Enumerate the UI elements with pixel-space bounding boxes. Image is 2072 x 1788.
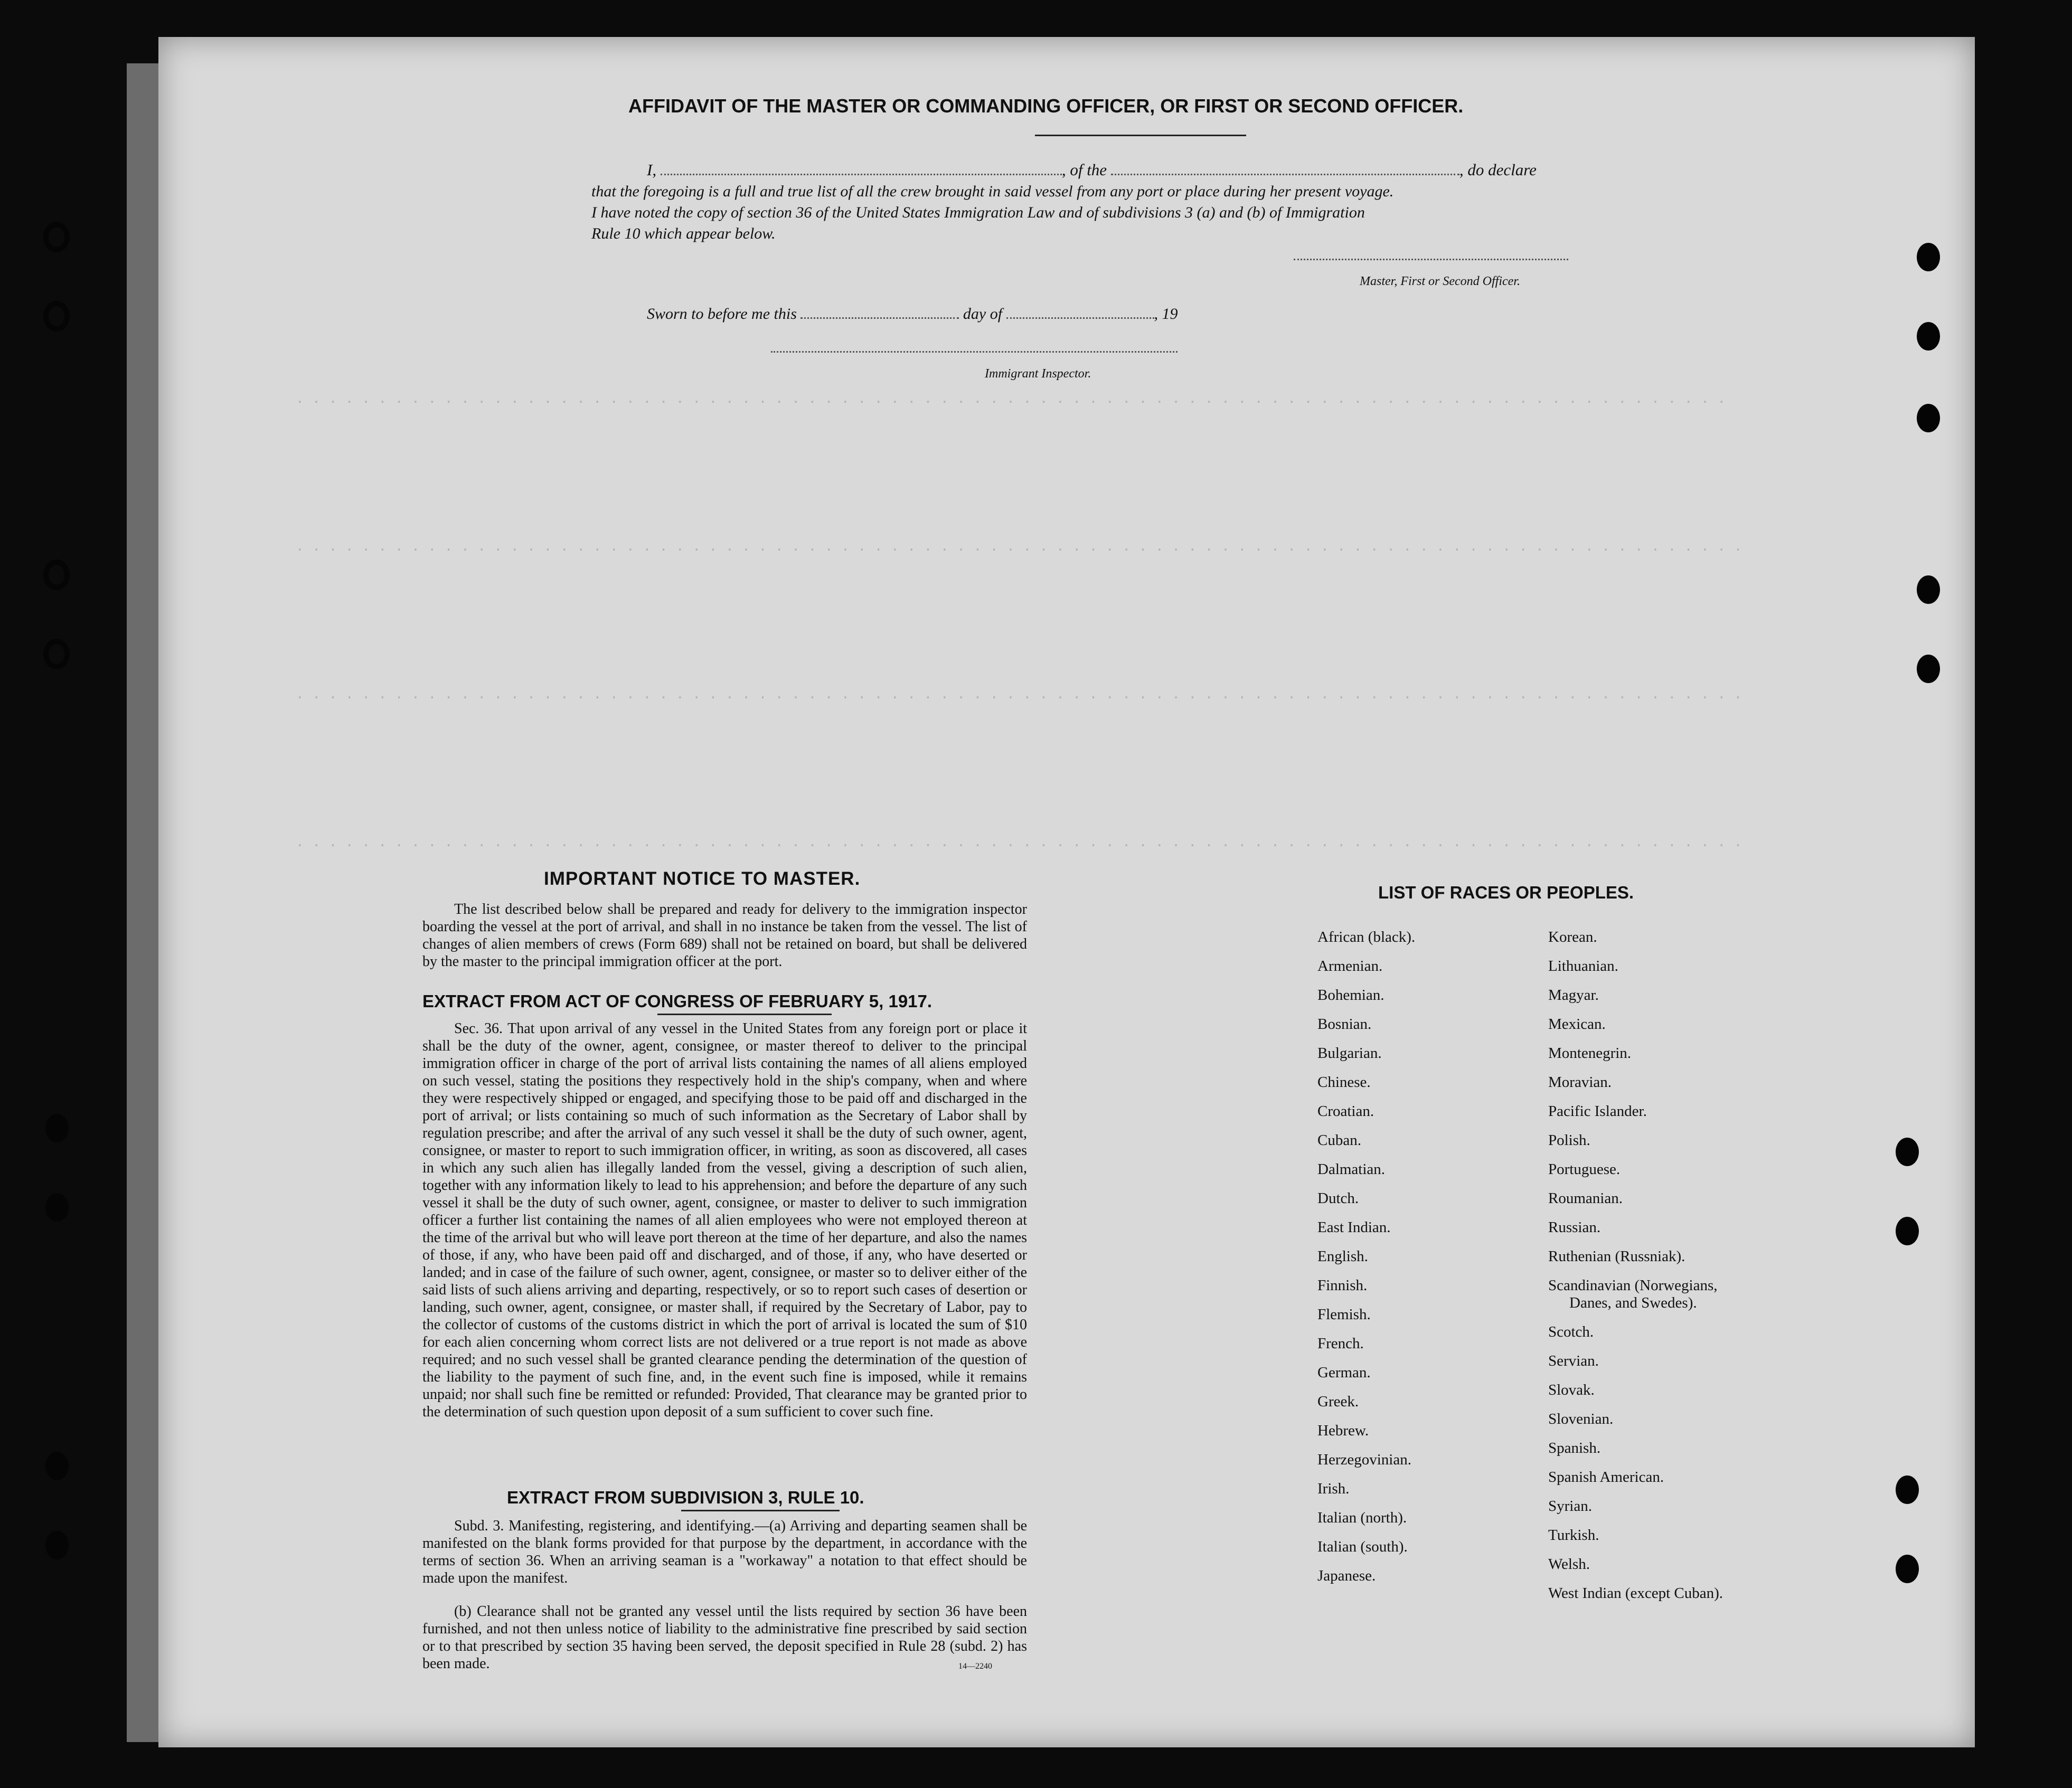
race-entry: Danes, and Swedes). [1569, 1294, 1697, 1311]
race-entry: English. [1317, 1248, 1368, 1265]
race-entry: Mexican. [1548, 1016, 1606, 1033]
inspector-label: Immigrant Inspector. [985, 367, 1091, 381]
race-entry: Japanese. [1317, 1567, 1376, 1584]
race-entry: Syrian. [1548, 1498, 1592, 1515]
scan-frame: . . . . . . . . . . . . . . . . . . . . . . . . . . . . . . . . . . . . . . . . . . . . . . . . . . . . . . . . . . . . . . . . . . . . . . . . . . . . . . . . . . . . . . . . . . . . . . . . . . . . . . . . . . . . . . . . . . . . . . . . . . . . . . . . . . . . . . . . . . . . . . . . . . . . . . . . . . . . . . . . . . . . . . . . . . . . . . . . . . . . . . . . . . . . . . . . . . . . . . . . . . . . . . . . . . . . . . . . . . . . . . . . . . . . . . . . . . . . . . . . . . . . . . . . . . . . . . . . . . . . . . . . . . . . . . . . . . . . . . . . . . . . . . . . . . . . . . . . . . . . . . . . . . . . . . . . . . . . . . . . . . . . . . . . . . . . . . . . . . . . . . . . . . . . . . . AFFIDAVIT OF THE MASTER OR COMMANDING OFFICER, OR FIRST OR SECOND OFFICER. I, , of the , do declare that the foregoing is a full and true list of all the crew brought in said vessel from any port or place during her present voyage. I have noted the copy of section 36 of the United States Immigration Law and of subdivisions 3 (a) and (b) of Immigration Rule 10 which appear below. Master, First or Second Officer. Sworn to before me this day of , 19 Immigrant Inspector. IMPORTANT NOTICE TO MASTER. The list described below shall be prepared and ready for delivery to the immigration inspector boarding the vessel at the port of arrival, and shall in no instance be taken from the vessel. The list of changes of alien members of crews (Form 689) shall not be retained on board, but shall be delivered by the master to the principal immigration officer at the port. EXTRACT FROM ACT OF CONGRESS OF FEBRUARY 5, 1917. Sec. 36. That upon arrival of any vessel in the United States from any foreign port or place it shall be the duty of the owner, agent, consignee, or master thereof to deliver to the principal immigration officer in charge of the port of arrival lists containing the names of all aliens employed on such vessel, stating the positions they respectively hold in the ship's company, when and where they were respectively shipped or engaged, and specifying those to be paid off and discharged in the port of arrival; or lists containing so much of such information as the Secretary of Labor shall by regulation prescribe; and after the arrival of any such vessel it shall be the duty of such owner, agent, consignee, or master to report to such immigration officer, in writing, as soon as discovered, all cases in which any such alien has illegally landed from the vessel, giving a description of such alien, together with any information likely to lead to his apprehension; and before the departure of any such vessel it shall be the duty of such owner, agent, consignee, or master to deliver to such immigration officer a further list containing the names of all alien employees who were not employed thereon at the time of the arrival but who will leave port thereon at the time of her departure, and also the names of those, if any, who have been paid off and discharged, and of those, if any, who have deserted or landed; and in case of the failure of such owner, agent, consignee, or master so to deliver either of the said lists of such aliens arriving and departing, respectively, or so to report such cases of desertion or landing, such owner, agent, consignee, or master shall, if required by the Secretary of Labor, pay to the collector of customs of the customs district in which the port of arrival is located the sum of $10 for each alien concerning whom correct lists are not delivered or a true report is not made as above required; and no such vessel shall be granted clearance pending the determination of the question of the liability to the payment of such fine, and, in the event such fine is imposed, while it remains unpaid; nor shall such fine be remitted or refunded: Provided, That clearance may be granted prior to the determination of such question upon deposit of a sum sufficient to cover such fine. EXTRACT FROM SUBDIVISION 3, RULE 10. Subd. 3. Manifesting, registering, and identifying.—(a) Arriving and departing seamen shall be manifested on the blank forms provided for that purpose by the department, in accordance with the terms of section 36. When an arriving seaman is a "workaway" a notation to that effect should be made upon the manifest. (b) Clearance shall not be granted any vessel until the lists required by section 36 have been furnished, and not then unless notice of liability to the administrative fine prescribed by said section or to that prescribed by section 35 having been served, the deposit specified in Rule 28 (subd. 2) has been made. 14—2240 LIST OF RACES OR PEOPLES. African (black). Armenian. Bohemian. Bosnian. Bulgarian. Chinese. Croatian. Cuban. Dalmatian. Dutch. East Indian. English. Finnish. Flemish. French. German. Greek. Hebrew. Herzegovinian. Irish. Italian (north). Italian (south). Japanese. Korean. Lithuanian. Magyar. Mexican. Montenegrin. Moravian. Pacific Islander. Polish. Portuguese. Roumanian. Russian. Ruthenian (Russniak). Scandinavian (Norwegians, Danes, and Swedes). Scotch. Servian. Slovak. Slovenian. Spanish. Spanish American. Syrian. Turkish. Welsh. West Indian (except Cuban). [0, 0, 2072, 1788]
sworn-label: Sworn to before me this [647, 305, 797, 323]
race-entry: Dalmatian. [1317, 1161, 1386, 1178]
sworn-line [647, 305, 1178, 323]
year-label: , 19 [1154, 305, 1178, 323]
subdivision-title: EXTRACT FROM SUBDIVISION 3, RULE 10. [507, 1488, 864, 1507]
title-rule [1035, 135, 1246, 136]
race-entry: Roumanian. [1548, 1190, 1623, 1207]
binder-hole [1896, 1138, 1919, 1166]
day-of-label: day of [963, 305, 1003, 323]
race-entry: Bosnian. [1317, 1016, 1372, 1033]
binder-hole [1896, 1475, 1919, 1504]
binder-hole [1917, 243, 1940, 271]
affidavit-line-1: that the foregoing is a full and true list of all the crew brought in said vessel from any port or place during her present voyage. [591, 183, 1394, 200]
binder-hole [45, 1531, 69, 1559]
race-entry: Greek. [1317, 1393, 1359, 1410]
inspector-signature-field[interactable] [771, 351, 1178, 353]
race-entry: Magyar. [1548, 987, 1599, 1004]
race-entry: Bulgarian. [1317, 1045, 1382, 1062]
race-entry: Bohemian. [1317, 987, 1385, 1004]
race-entry: Italian (south). [1317, 1538, 1408, 1555]
binder-hole [45, 1452, 69, 1480]
vessel-name-field[interactable] [1111, 174, 1459, 175]
race-entry: Turkish. [1548, 1527, 1599, 1544]
race-entry: Croatian. [1317, 1103, 1374, 1120]
race-entry: Russian. [1548, 1219, 1601, 1236]
race-entry: Spanish American. [1548, 1469, 1664, 1486]
race-entry: Cuban. [1317, 1132, 1361, 1149]
race-entry: Armenian. [1317, 958, 1383, 975]
race-entry: African (black). [1317, 929, 1416, 945]
act-title-rule [657, 1014, 832, 1015]
race-entry: German. [1317, 1364, 1371, 1381]
binder-hole [1896, 1217, 1919, 1245]
race-entry: Polish. [1548, 1132, 1590, 1149]
race-entry: Welsh. [1548, 1556, 1590, 1573]
race-entry: Irish. [1317, 1480, 1350, 1497]
binder-hole [45, 1114, 69, 1142]
affidavit-title: AFFIDAVIT OF THE MASTER OR COMMANDING OFFICER, OR FIRST OR SECOND OFFICER. [628, 95, 1464, 117]
race-entry: Scotch. [1548, 1323, 1594, 1340]
declarant-line [647, 160, 1537, 179]
race-entry: Dutch. [1317, 1190, 1359, 1207]
binder-hole [45, 1193, 69, 1222]
race-entry: Korean. [1548, 929, 1597, 945]
binder-hole [1917, 322, 1940, 351]
race-entry: Spanish. [1548, 1440, 1601, 1456]
signature-label: Master, First or Second Officer. [1360, 275, 1520, 288]
race-entry: Slovenian. [1548, 1411, 1614, 1427]
race-entry: Chinese. [1317, 1074, 1371, 1091]
binder-hole [1917, 575, 1940, 604]
binder-hole [43, 222, 70, 252]
act-title: EXTRACT FROM ACT OF CONGRESS OF FEBRUARY 5, 1917. [422, 991, 933, 1011]
race-entry: Montenegrin. [1548, 1045, 1632, 1062]
notice-title: IMPORTANT NOTICE TO MASTER. [544, 868, 861, 889]
race-entry: Italian (north). [1317, 1509, 1407, 1526]
form-number: 14—2240 [958, 1662, 992, 1671]
of-the-label: , of the [1061, 160, 1107, 179]
subdivision-a-text: Subd. 3. Manifesting, registering, and identifying.—(a) Arriving and departing seamen shall be manifested on the blank forms provided for that purpose by the department, in accordance with the terms of section 36. When an arriving seaman is a "workaway" a notation to that effect should be made upon the manifest. [422, 1518, 1027, 1586]
signature-field[interactable] [1294, 259, 1568, 260]
races-right-column [1548, 923, 1723, 1608]
i-label: I, [647, 160, 657, 179]
binder-hole [1917, 404, 1940, 432]
binder-hole [1917, 655, 1940, 683]
do-declare-label: , do declare [1459, 160, 1537, 179]
race-entry: East Indian. [1317, 1219, 1391, 1236]
sworn-day-field[interactable] [800, 317, 959, 319]
race-entry: French. [1317, 1335, 1364, 1352]
section-36-text: Sec. 36. That upon arrival of any vessel in the United States from any foreign port or place it shall be the duty of the owner, agent, consignee, or master thereof to deliver to the principal immigration officer in charge of the port of arrival lists containing the names of all aliens employed on such vessel, stating the positions they respectively hold in the ship's company, when and where they were respectively shipped or engaged, and specifying those to be paid off and discharged in the port of arrival; or lists containing so much of such information as the Secretary of Labor shall by regulation prescribe; and after the arrival of any such vessel it shall be the duty of such owner, agent, consignee, or master to report to such immigration officer, in writing, as soon as discovered, all cases in which any such alien has illegally landed from the vessel, giving a description of such alien, together with any information likely to lead to his apprehension; and before the departure of any such vessel it shall be the duty of such owner, agent, consignee, or master to deliver to such immigration officer a further list containing the names of all alien employees who were not employed thereon at the time of the arrival but who will leave port thereon at the time of her departure, and also the names of those, if any, who have been paid off and discharged, and of those, if any, who have deserted or landed; and in case of the failure of such owner, agent, consignee, or master so to deliver either of the said lists of such aliens arriving and departing, respectively, or so to report such cases of desertion or landing, such owner, agent, consignee, or master shall, if required by the Secretary of Labor, pay to the collector of customs of the customs district in which the port of arrival is located the sum of $10 for each alien concerning whom correct lists are not delivered or a true report is not made as above required; and no such vessel shall be granted clearance pending the determination of the question of the liability to the payment of such fine, and, in the event such fine is imposed, while it remains unpaid; nor shall such fine be remitted or refunded: Provided, That clearance may be granted prior to the determination of such question upon deposit of a sum sufficient to cover such fine. [422, 1020, 1027, 1420]
race-entry: Herzegovinian. [1317, 1451, 1411, 1468]
subdivision-title-rule [681, 1510, 840, 1511]
race-entry: Slovak. [1548, 1382, 1595, 1398]
binder-hole [43, 301, 70, 332]
page-edge [127, 63, 158, 1742]
affidavit-line-2: I have noted the copy of section 36 of the United States Immigration Law and of subdivisions 3 (a) and (b) of Immigration [591, 204, 1365, 221]
binder-hole [43, 560, 70, 590]
race-entry: Scandinavian (Norwegians, [1548, 1277, 1718, 1294]
race-entry: Pacific Islander. [1548, 1103, 1647, 1120]
affidavit-line-3: Rule 10 which appear below. [591, 225, 776, 242]
race-entry: Moravian. [1548, 1074, 1612, 1091]
binder-hole [43, 639, 70, 669]
race-entry: Portuguese. [1548, 1161, 1621, 1178]
subdivision-b-text: (b) Clearance shall not be granted any vessel until the lists required by section 36 have been furnished, and not then unless notice of liability to the administrative fine prescribed by said section or to that prescribed by section 35 having been served, the deposit specified in Rule 28 (subd. 2) has been made. [422, 1603, 1027, 1672]
race-entry: Ruthenian (Russniak). [1548, 1248, 1685, 1265]
race-entry: Servian. [1548, 1352, 1599, 1369]
race-entry: West Indian (except Cuban). [1548, 1585, 1723, 1602]
declarant-name-field[interactable] [661, 174, 1062, 175]
races-left-column [1317, 923, 1415, 1591]
race-entry: Lithuanian. [1548, 958, 1618, 975]
binder-hole [1896, 1555, 1919, 1583]
sworn-month-field[interactable] [1006, 317, 1154, 319]
race-entry: Finnish. [1317, 1277, 1368, 1294]
notice-text: The list described below shall be prepared and ready for delivery to the immigration inspector boarding the vessel at the port of arrival, and shall in no instance be taken from the vessel. The list of changes of alien members of crews (Form 689) shall not be retained on board, but shall be delivered by the master to the principal immigration officer at the port. [422, 901, 1027, 970]
race-entry: Hebrew. [1317, 1422, 1369, 1439]
race-entry: Flemish. [1317, 1306, 1371, 1323]
races-title: LIST OF RACES OR PEOPLES. [1378, 883, 1634, 902]
